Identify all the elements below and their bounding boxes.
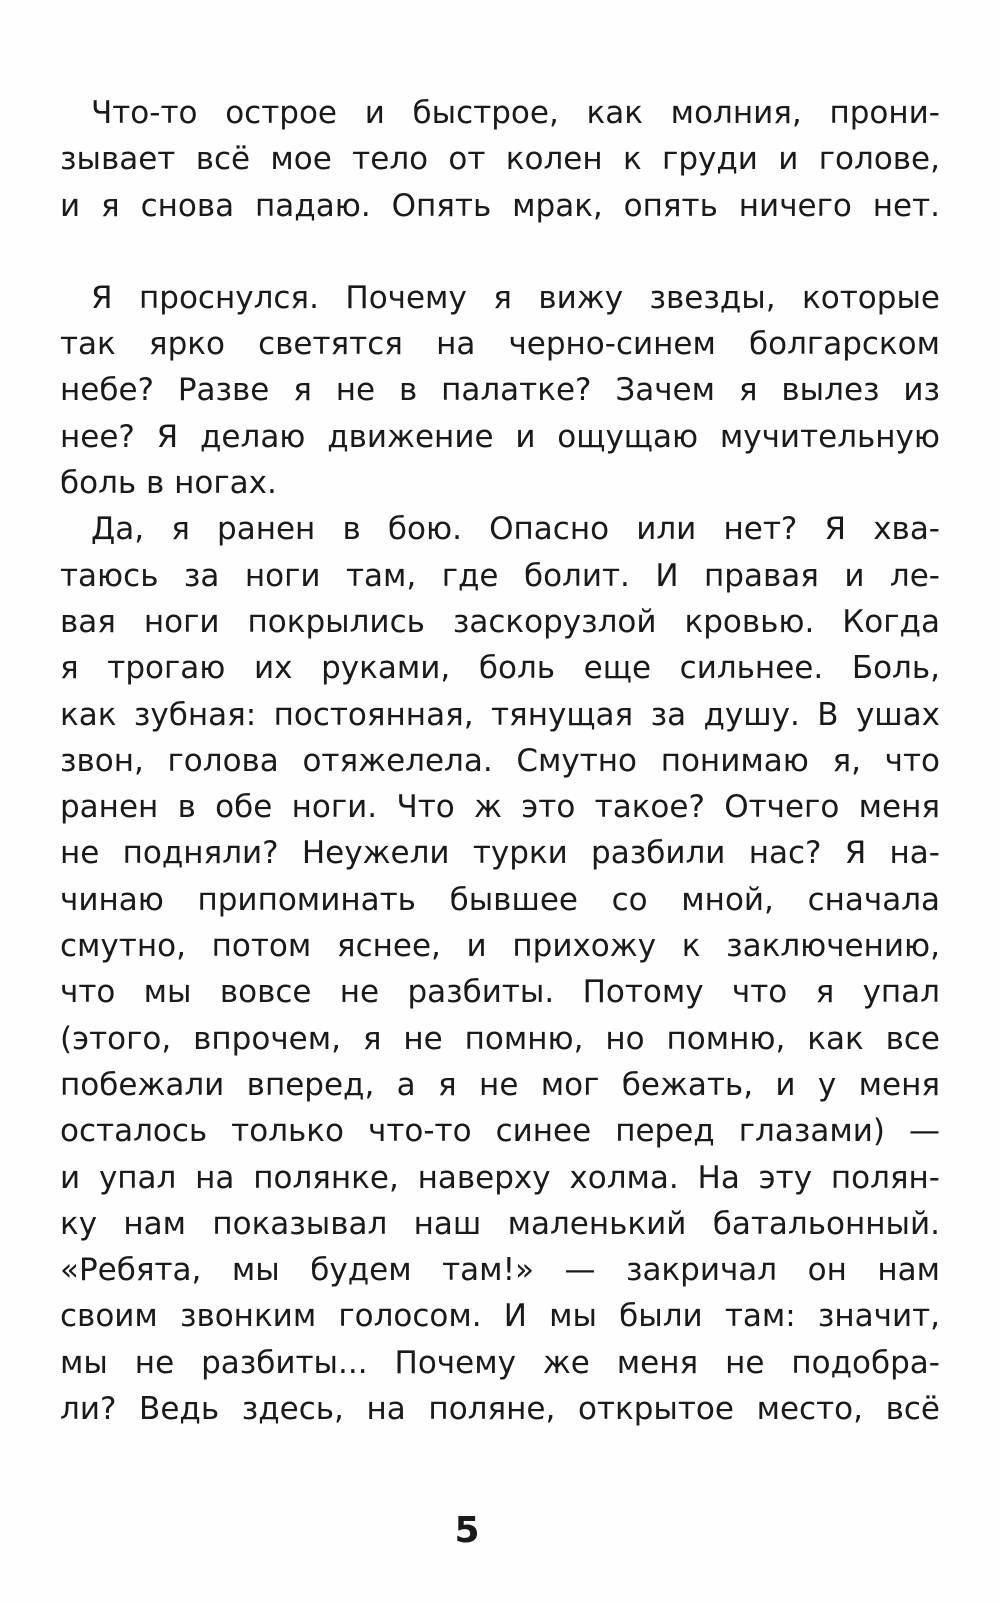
text-line: Что-то острое и быстрое, как молния, прони-	[91, 95, 940, 131]
text-line: как зубная: постоянная, тянущая за душу. В ушах	[60, 696, 940, 733]
text-line: ранен в обе ноги. Что ж это такое? Отчего меня	[60, 789, 940, 826]
text-line: небе? Разве я не в палатке? Зачем я вылез из	[60, 372, 940, 409]
text-line: так ярко светятся на черно-синем болгарском	[60, 326, 940, 363]
text-line: мы не разбиты... Почему же меня не подобра-	[60, 1344, 940, 1381]
text-line: своим звонким голосом. И мы были там: значит,	[60, 1298, 940, 1335]
paragraph-1	[60, 90, 940, 229]
text-line: не подняли? Неужели турки разбили нас? Я на-	[60, 835, 940, 872]
text-line: боль в ногах.	[60, 465, 277, 502]
text-line: Да, я ранен в бою. Опасно или нет? Я хва-	[91, 511, 940, 548]
text-line: (этого, впрочем, я не помню, но помню, как все	[60, 1020, 940, 1057]
text-line: что мы вовсе не разбиты. Потому что я упал	[60, 974, 940, 1011]
text-line: ку нам показывал наш маленький батальонный.	[60, 1205, 940, 1242]
text-line: звон, голова отяжелела. Смутно понимаю я, что	[60, 742, 940, 779]
section-break	[60, 229, 940, 275]
text-line: Я проснулся. Почему я вижу звезды, которые	[91, 279, 940, 316]
text-line: побежали вперед, а я не мог бежать, и у меня	[60, 1066, 940, 1103]
text-line: нее? Я делаю движение и ощущаю мучительную	[60, 418, 940, 455]
page-number: 5	[454, 1510, 480, 1551]
text-line: я трогаю их руками, боль еще сильнее. Боль,	[60, 650, 940, 687]
text-line: таюсь за ноги там, где болит. И правая и ле-	[60, 557, 940, 594]
text-line: ли? Ведь здесь, на поляне, открытое место, всё	[60, 1391, 940, 1428]
paragraph-3	[60, 506, 940, 1432]
paragraph-2	[60, 275, 940, 506]
page-body	[60, 90, 940, 1432]
text-line: и я снова падаю. Опять мрак, опять ничего нет.	[60, 187, 940, 224]
text-line: и упал на полянке, наверху холма. На эту полян-	[60, 1159, 940, 1196]
text-line: вая ноги покрылись заскорузлой кровью. Когда	[60, 603, 940, 640]
text-line: «Ребята, мы будем там!» — закричал он нам	[60, 1252, 940, 1289]
text-line: осталось только что-то синее перед глазами) —	[60, 1113, 940, 1150]
text-line: смутно, потом яснее, и прихожу к заключению,	[60, 928, 940, 965]
text-line: чинаю припоминать бывшее со мной, сначала	[60, 881, 940, 918]
text-line: зывает всё мое тело от колен к груди и голове,	[60, 141, 940, 178]
